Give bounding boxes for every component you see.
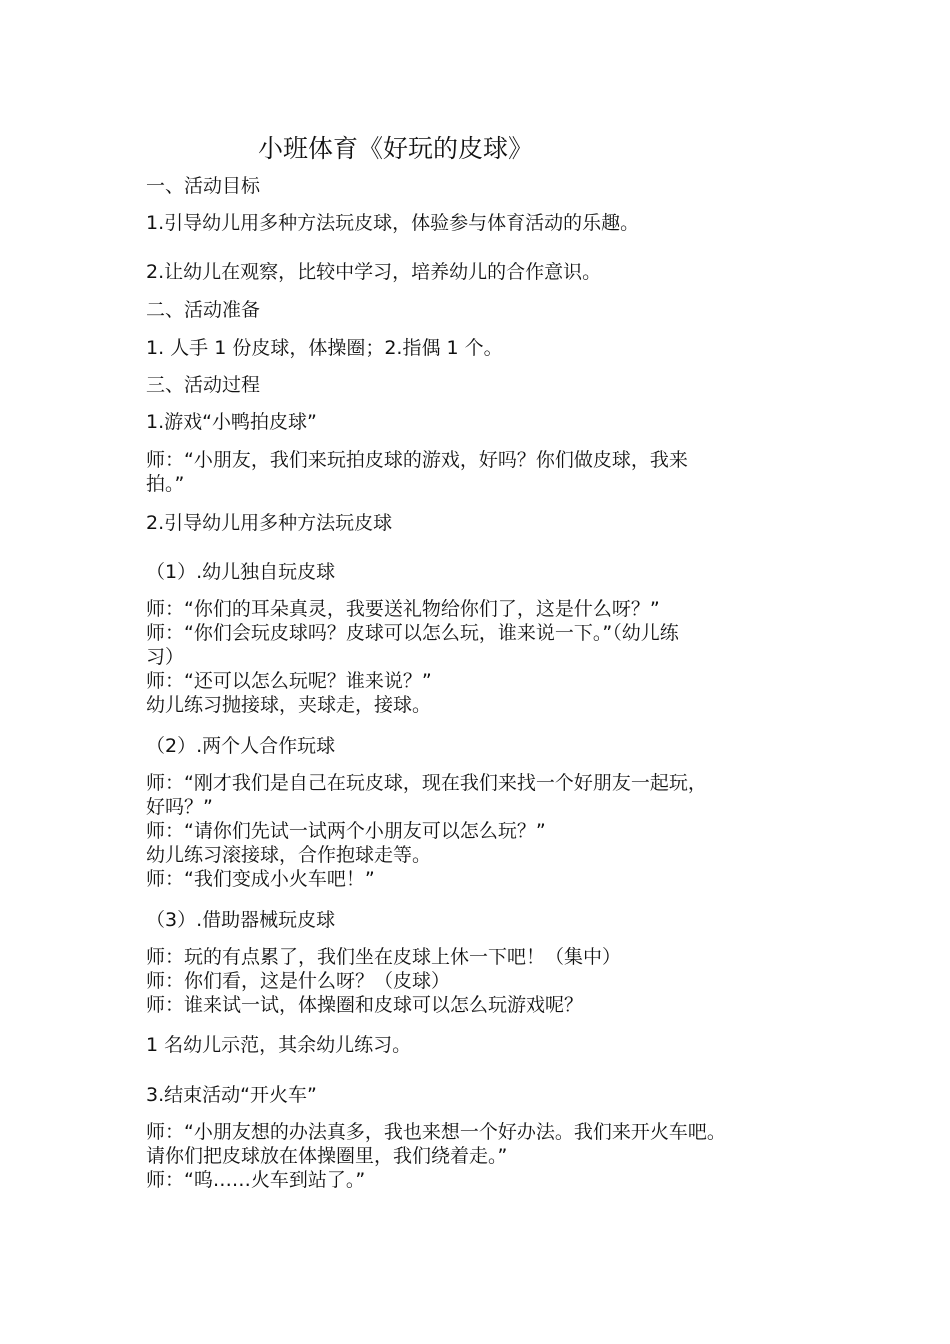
dialogue-block — [146, 771, 826, 891]
text-line: 拍。” — [146, 473, 185, 495]
text-line: 师：你们看，这是什么呀？（皮球） — [146, 970, 451, 992]
text-line: 请你们把皮球放在体操圈里，我们绕着走。” — [146, 1145, 508, 1167]
text-line: 2.让幼儿在观察，比较中学习，培养幼儿的合作意识。 — [146, 261, 602, 283]
text-line: 师：“刚才我们是自己在玩皮球，现在我们来找一个好朋友一起玩， — [146, 772, 707, 794]
text-line: 师：“我们变成小火车吧！” — [146, 868, 375, 890]
text-line: （1）.幼儿独自玩皮球 — [146, 561, 336, 583]
section-heading-preparation — [146, 298, 826, 322]
text-line: 幼儿练习抛接球，夹球走，接球。 — [146, 694, 432, 716]
sub-step-heading — [146, 560, 826, 584]
dialogue-block — [146, 597, 826, 717]
preparation-item — [146, 336, 826, 360]
goal-item — [146, 260, 826, 284]
text-line: 师：“呜……火车到站了。” — [146, 1169, 366, 1191]
step-heading — [146, 1083, 826, 1107]
text-line: （3）.借助器械玩皮球 — [146, 909, 336, 931]
text-line: 师：“请你们先试一试两个小朋友可以怎么玩？” — [146, 820, 546, 842]
step-heading — [146, 410, 826, 434]
text-line: 师：“小朋友想的办法真多，我也来想一个好办法。我们来开火车吧。 — [146, 1121, 726, 1143]
sub-step-heading — [146, 908, 826, 932]
teacher-dialogue — [146, 448, 826, 496]
text-line: 1.引导幼儿用多种方法玩皮球，体验参与体育活动的乐趣。 — [146, 212, 640, 234]
text-line: 3.结束活动“开火车” — [146, 1084, 317, 1106]
text-line: 幼儿练习滚接球，合作抱球走等。 — [146, 844, 432, 866]
practice-note — [146, 1033, 826, 1057]
text-line: 师：“还可以怎么玩呢？谁来说？” — [146, 670, 432, 692]
section-heading-process — [146, 373, 826, 397]
text-line: 三、活动过程 — [146, 374, 261, 396]
document-title: 小班体育《好玩的皮球》 — [258, 134, 534, 163]
dialogue-block — [146, 1120, 826, 1192]
sub-step-heading — [146, 734, 826, 758]
text-line: 师：“你们的耳朵真灵，我要送礼物给你们了，这是什么呀？” — [146, 598, 660, 620]
text-line: 习） — [146, 646, 185, 668]
section-heading-goals — [146, 174, 826, 198]
text-line: 2.引导幼儿用多种方法玩皮球 — [146, 512, 393, 534]
text-line: 二、活动准备 — [146, 299, 261, 321]
text-line: 一、活动目标 — [146, 175, 261, 197]
dialogue-block — [146, 945, 826, 1017]
text-line: 1. 人手 1 份皮球，体操圈；2.指偶 1 个。 — [146, 337, 503, 359]
text-line: 1.游戏“小鸭拍皮球” — [146, 411, 317, 433]
text-line: （2）.两个人合作玩球 — [146, 735, 336, 757]
text-line: 师：“你们会玩皮球吗？皮球可以怎么玩，谁来说一下。”（幼儿练 — [146, 622, 679, 644]
text-line: 师：玩的有点累了，我们坐在皮球上休一下吧！（集中） — [146, 946, 622, 968]
text-line: 1 名幼儿示范，其余幼儿练习。 — [146, 1034, 412, 1056]
text-line: 好吗？” — [146, 796, 213, 818]
step-heading — [146, 511, 826, 535]
text-line: 师：谁来试一试，体操圈和皮球可以怎么玩游戏呢？ — [146, 994, 584, 1016]
text-line: 师：“小朋友，我们来玩拍皮球的游戏，好吗？你们做皮球，我来 — [146, 449, 688, 471]
goal-item — [146, 211, 826, 235]
